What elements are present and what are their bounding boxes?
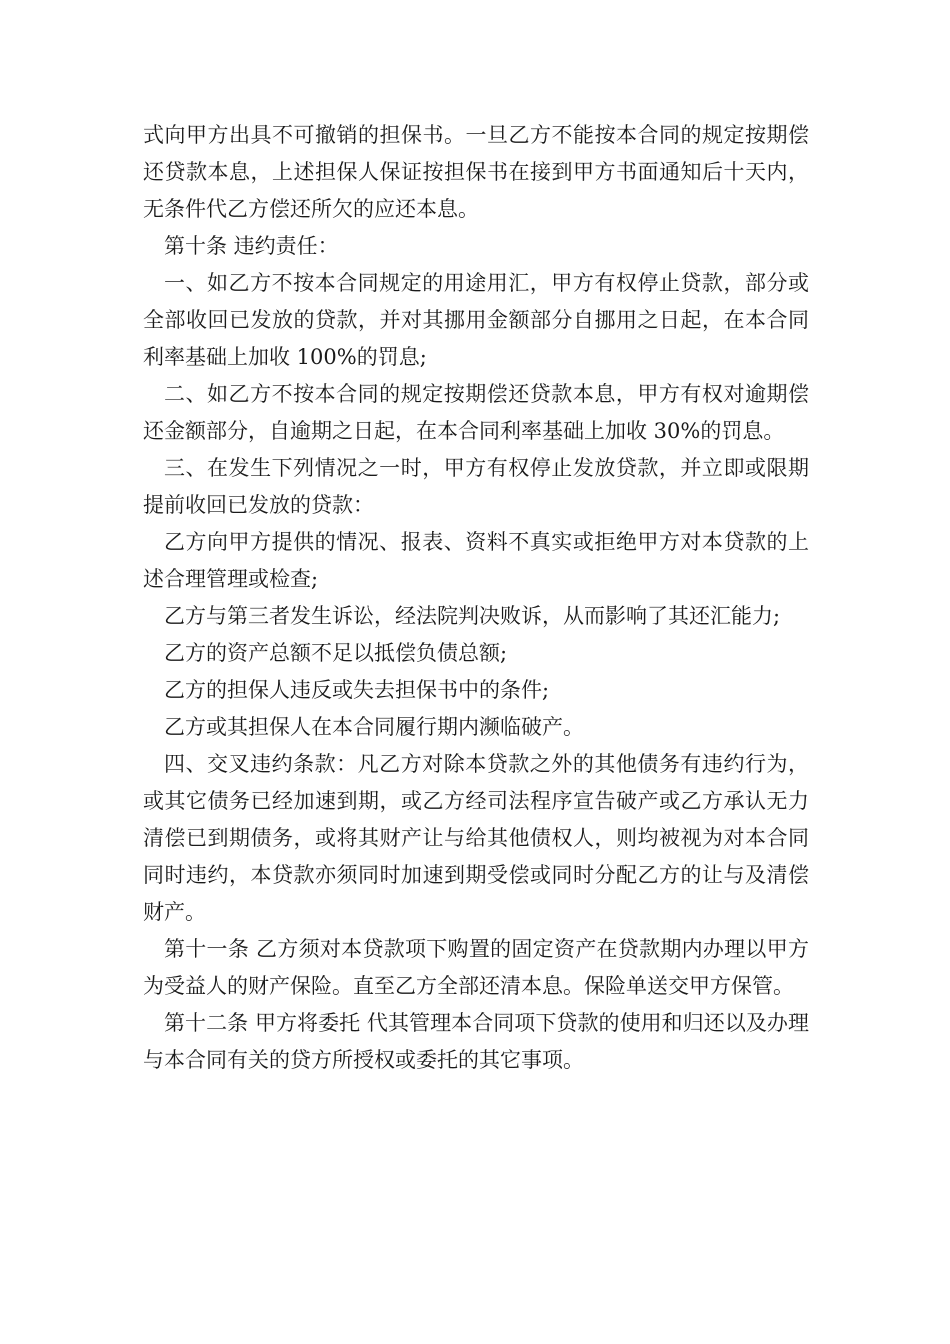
condition-insolvency: 乙方的资产总额不足以抵偿负债总额; — [164, 641, 508, 665]
clause-2-overdue-penalty: 二、如乙方不按本合同的规定按期偿还贷款本息，甲方有权对逾期偿还金额部分，自逾期之日起，在本合同利率基础上加收 30%的罚息。 — [143, 382, 809, 443]
condition-false-information: 乙方向甲方提供的情况、报表、资料不真实或拒绝甲方对本贷款的上述合理管理或检查; — [143, 530, 809, 591]
condition-litigation: 乙方与第三者发生诉讼，经法院判决败诉，从而影响了其还汇能力; — [164, 604, 781, 628]
clause-3-recall-conditions: 三、在发生下列情况之一时，甲方有权停止发放贷款，并立即或限期提前收回已发放的贷款： — [143, 456, 809, 517]
article-11-insurance: 第十一条 乙方须对本贷款项下购置的固定资产在贷款期内办理以甲方为受益人的财产保险。直至乙方全部还清本息。保险单送交甲方保管。 — [143, 937, 809, 998]
article-10-heading: 第十条 违约责任： — [164, 234, 339, 258]
condition-bankruptcy: 乙方或其担保人在本合同履行期内濒临破产。 — [164, 715, 584, 739]
condition-guarantor-breach: 乙方的担保人违反或失去担保书中的条件; — [164, 678, 550, 702]
clause-1-misuse-penalty: 一、如乙方不按本合同规定的用途用汇，甲方有权停止贷款，部分或全部收回已发放的贷款，并对其挪用金额部分自挪用之日起，在本合同利率基础上加收 100%的罚息; — [143, 271, 809, 369]
clause-4-cross-default: 四、交叉违约条款：凡乙方对除本贷款之外的其他债务有违约行为，或其它债务已经加速到期，或乙方经司法程序宣告破产或乙方承认无力清偿已到期债务，或将其财产让与给其他债权人，则均被视为对本合同同时违约，本贷款亦须同时加速到期受偿或同时分配乙方的让与及清偿财产。 — [143, 752, 809, 924]
document-body — [143, 117, 809, 1079]
article-12-entrustment: 第十二条 甲方将委托 代其管理本合同项下贷款的使用和归还以及办理与本合同有关的贷方所授权或委托的其它事项。 — [143, 1011, 809, 1072]
paragraph-guarantee-continuation: 式向甲方出具不可撤销的担保书。一旦乙方不能按本合同的规定按期偿还贷款本息，上述担保人保证按担保书在接到甲方书面通知后十天内，无条件代乙方偿还所欠的应还本息。 — [143, 123, 809, 221]
